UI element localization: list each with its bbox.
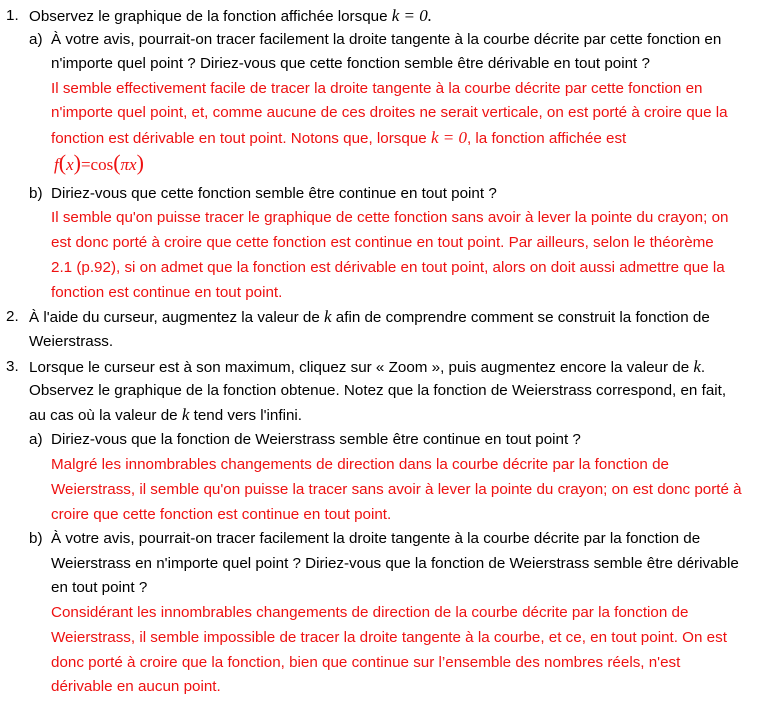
item-1b-answer-line-3: 2.1 (p.92), si on admet que la fonction est dérivable en tout point, alors on doit aussi admettre que la	[51, 259, 725, 276]
item-3b-answer-line-2: Weierstrass, il semble impossible de tracer la droite tangente à la courbe, et ce, en tout point. On est	[51, 629, 727, 646]
item-3a-label: a)	[29, 431, 43, 448]
item-1b-label: b)	[29, 185, 43, 202]
item-1b-answer-line-4: fonction est continue en tout point.	[51, 284, 283, 301]
item-1b-question: Diriez-vous que cette fonction semble être continue en tout point ?	[51, 185, 497, 202]
item-3b-label: b)	[29, 530, 43, 547]
item-1b-answer-line-2: est donc porté à croire que cette fonction est continue en tout point. Par ailleurs, selon le théorème	[51, 234, 714, 251]
item-1a-answer-math: k = 0	[430, 128, 467, 147]
item-3b-question-line-3: en tout point ?	[51, 579, 148, 596]
item-3-math: k	[693, 357, 701, 376]
item-3b-question-line-2: Weierstrass en n'importe quel point ? Diriez-vous que la fonction de Weierstrass semble être dérivable	[51, 555, 739, 572]
item-2-tail: afin de comprendre comment se construit la fonction de	[331, 309, 710, 326]
item-1a-answer-line-1: Il semble effectivement facile de tracer la droite tangente à la courbe décrite par cette fonction en	[51, 80, 703, 97]
item-2-line-1	[29, 305, 710, 331]
item-3-tail: .	[700, 359, 706, 376]
item-3-line-3-text: au cas où la valeur de	[29, 407, 182, 424]
item-3a-question: Diriez-vous que la fonction de Weierstrass semble être continue en tout point ?	[51, 431, 581, 448]
formula-f: f	[54, 155, 59, 174]
item-1a-answer-tail: , la fonction affichée est	[466, 130, 627, 147]
item-1-math: k = 0.	[391, 6, 433, 25]
item-3a-answer-line-1: Malgré les innombrables changements de direction dans la courbe décrite par la fonction de	[51, 456, 669, 473]
item-3a-answer-line-2: Weierstrass, il semble qu'on puisse la tracer sans avoir à lever la pointe du crayon; on est donc porté à	[51, 481, 742, 498]
item-3b-answer-line-4: dérivable en aucun point.	[51, 678, 221, 695]
item-2-line-2: Weierstrass.	[29, 333, 114, 350]
item-3-line-3-math: k	[181, 405, 190, 424]
item-2-math: k	[324, 307, 332, 326]
formula-x: x	[66, 155, 74, 174]
item-1a-question-line-1: À votre avis, pourrait-on tracer facilement la droite tangente à la courbe décrite par cette fonction en	[51, 31, 722, 48]
item-1-text: Observez le graphique de la fonction affichée lorsque	[29, 8, 392, 25]
item-1a-answer-line-2: n'importe quel point, et, comme aucune de ces droites ne serait verticale, on est porté à croire que la	[51, 104, 728, 121]
item-3-line-1	[29, 355, 705, 381]
item-1-question	[29, 4, 432, 30]
item-2-number: 2.	[6, 308, 19, 325]
item-1a-question-line-2: n'importe quel point ? Diriez-vous que cette fonction semble être dérivable en tout point ?	[51, 55, 650, 72]
item-3-number: 3.	[6, 358, 19, 375]
item-3a-answer-line-3: croire que cette fonction est continue en tout point.	[51, 506, 392, 523]
item-3b-question-line-1: À votre avis, pourrait-on tracer facilement la droite tangente à la courbe décrite par la fonction de	[51, 530, 701, 547]
item-1a-label: a)	[29, 31, 43, 48]
item-3-line-2: Observez le graphique de la fonction obtenue. Notez que la fonction de Weierstrass correspond, en fait,	[29, 382, 727, 399]
item-1a-answer-line-3	[51, 126, 626, 152]
item-1b-answer-line-1: Il semble qu'on puisse tracer le graphique de cette fonction sans avoir à lever la pointe du crayon; on	[51, 209, 729, 226]
item-3b-answer-line-3: donc porté à croire que la fonction, bien que continue sur l’ensemble des nombres réels, n'est	[51, 654, 681, 671]
formula-arg: πx	[120, 155, 137, 174]
item-3-line-3-tail: tend vers l'infini.	[189, 407, 303, 424]
item-3b-answer-line-1: Considérant les innombrables changements de direction de la courbe décrite par la fonction de	[51, 604, 689, 621]
item-3-line-3	[29, 403, 302, 429]
item-1-number: 1.	[6, 7, 19, 24]
item-3-text: Lorsque le curseur est à son maximum, cliquez sur « Zoom », puis augmentez encore la valeur de	[29, 359, 694, 376]
formula-cos: =cos	[80, 155, 114, 174]
item-1a-answer-text: fonction est dérivable en tout point. Notons que, lorsque	[51, 130, 431, 147]
item-2-text: À l'aide du curseur, augmentez la valeur de	[29, 309, 325, 326]
formula: f(x)=cos(πx)	[54, 150, 144, 175]
